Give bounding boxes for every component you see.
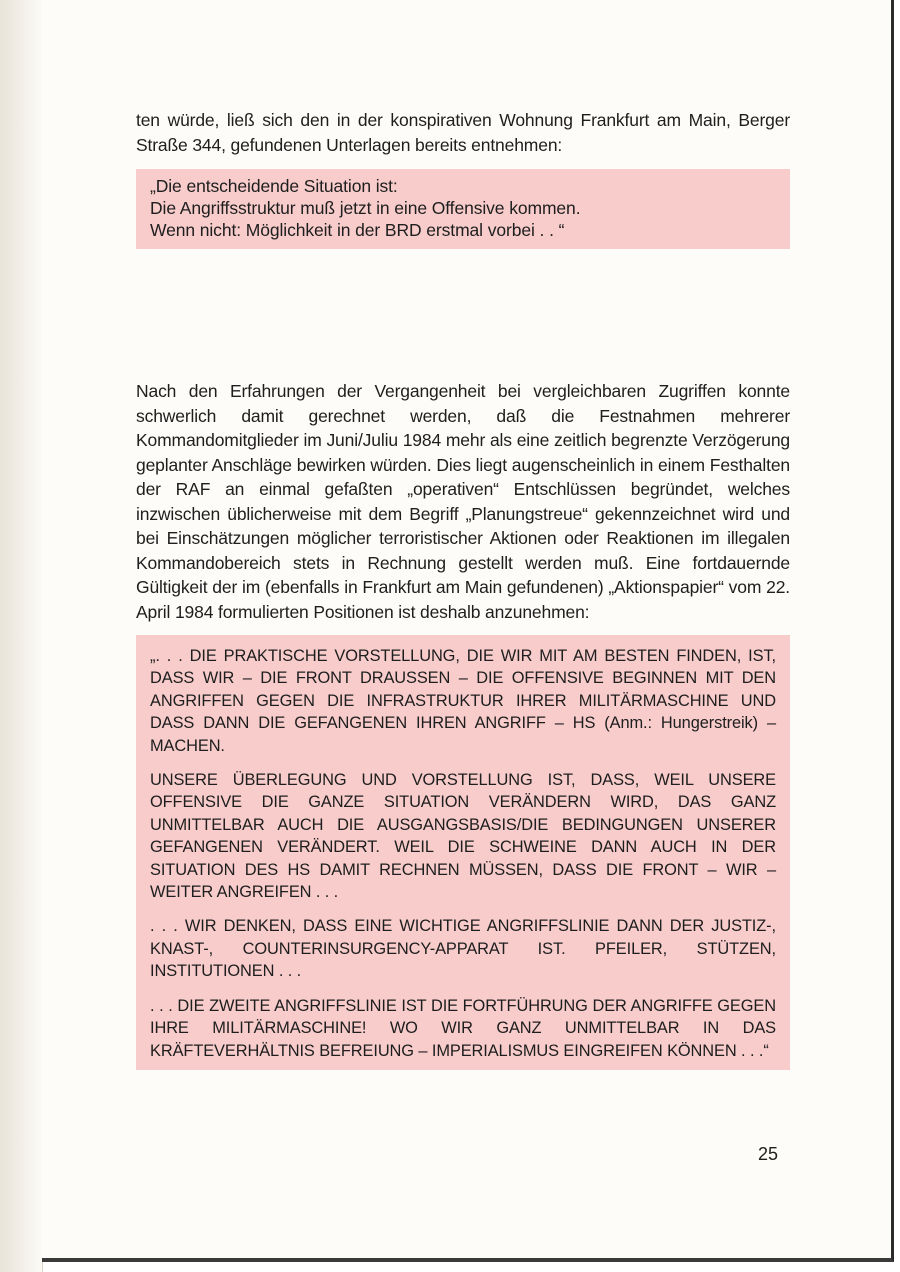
page-content (136, 108, 790, 1070)
quote-paragraph: UNSERE ÜBERLEGUNG UND VORSTELLUNG IST, DASS, WEIL UNSERE OFFENSIVE DIE GANZE SITUATION VERÄNDERN WIRD, DAS GANZ UNMITTELBAR AUCH DIE AUSGANGSBASIS/DIE BEDINGUNGEN UNSERER GEFANGENEN VERÄNDERT. WEIL DIE SCHWEINE DANN AUCH IN DER SITUATION DES HS DAMIT RECHNEN MÜSSEN, DASS DIE FRONT – WIR – WEITER ANGREIFEN . . . (150, 771, 776, 902)
quote-block-action-paper (136, 635, 790, 1070)
quote-paragraph: „. . . DIE PRAKTISCHE VORSTELLUNG, DIE WIR MIT AM BESTEN FINDEN, IST, DASS WIR – DIE FRONT DRAUSSEN – DIE OFFENSIVE BEGINNEN MIT DEN ANGRIFFEN GEGEN DIE INFRASTRUKTUR IHRER MILITÄRMASCHINE UND DASS DANN DIE GEFANGENEN IHREN ANGRIFF – HS (Anm.: Hungerstreik) – MACHEN. (150, 647, 776, 755)
quote-line: „Die entscheidende Situation ist: (150, 176, 398, 196)
quote-paragraph: . . . WIR DENKEN, DASS EINE WICHTIGE ANGRIFFSLINIE DANN DER JUSTIZ-, KNAST-, COUNTERINSURGENCY-APPARAT IST. PFEILER, STÜTZEN, INSTITUTIONEN . . . (150, 917, 776, 981)
main-paragraph: Nach den Erfahrungen der Vergangenheit bei vergleichbaren Zugriffen konnte schwerlich damit gerechnet werden, daß die Festnahmen mehrerer Kommandomitglieder im Juni/Juliu 1984 mehr als eine zeitlich begrenzte Verzögerung geplanter Anschläge bewirken würden. Dies liegt augenscheinlich in einem Festhalten der RAF an einmal gefaßten „operativen“ Entschlüssen begründet, welches inzwischen üblicherweise mit dem Begriff „Planungstreue“ gekennzeichnet wird und bei Einschätzungen möglicher terroristischer Aktionen oder Reaktionen im illegalen Kommandobereich stets in Rechnung gestellt werden muß. Eine fortdauernde Gültigkeit der im (ebenfalls in Frankfurt am Main gefundenen) „Aktionspapier“ vom 22. April 1984 formulierten Positionen ist deshalb anzunehmen: (136, 381, 790, 622)
quote-line: Wenn nicht: Möglichkeit in der BRD erstmal vorbei . . “ (150, 220, 565, 240)
page-number: 25 (758, 1144, 779, 1164)
quote-block-situation (136, 169, 790, 249)
book-page (42, 0, 894, 1262)
intro-paragraph: ten würde, ließ sich den in der konspirativen Wohnung Frankfurt am Main, Berger Straße 344, gefundenen Unterlagen bereits entnehmen: (136, 110, 790, 155)
quote-paragraph: . . . DIE ZWEITE ANGRIFFSLINIE IST DIE FORTFÜHRUNG DER ANGRIFFE GEGEN IHRE MILITÄRMASCHINE! WO WIR GANZ UNMITTELBAR IN DAS KRÄFTEVERHÄLTNIS BEFREIUNG – IMPERIALISMUS EINGREIFEN KÖNNEN . . .“ (150, 996, 776, 1060)
quote-line: Die Angriffsstruktur muß jetzt in eine Offensive kommen. (150, 198, 581, 218)
blank-space (136, 249, 790, 379)
book-spine-shadow (0, 0, 43, 1272)
